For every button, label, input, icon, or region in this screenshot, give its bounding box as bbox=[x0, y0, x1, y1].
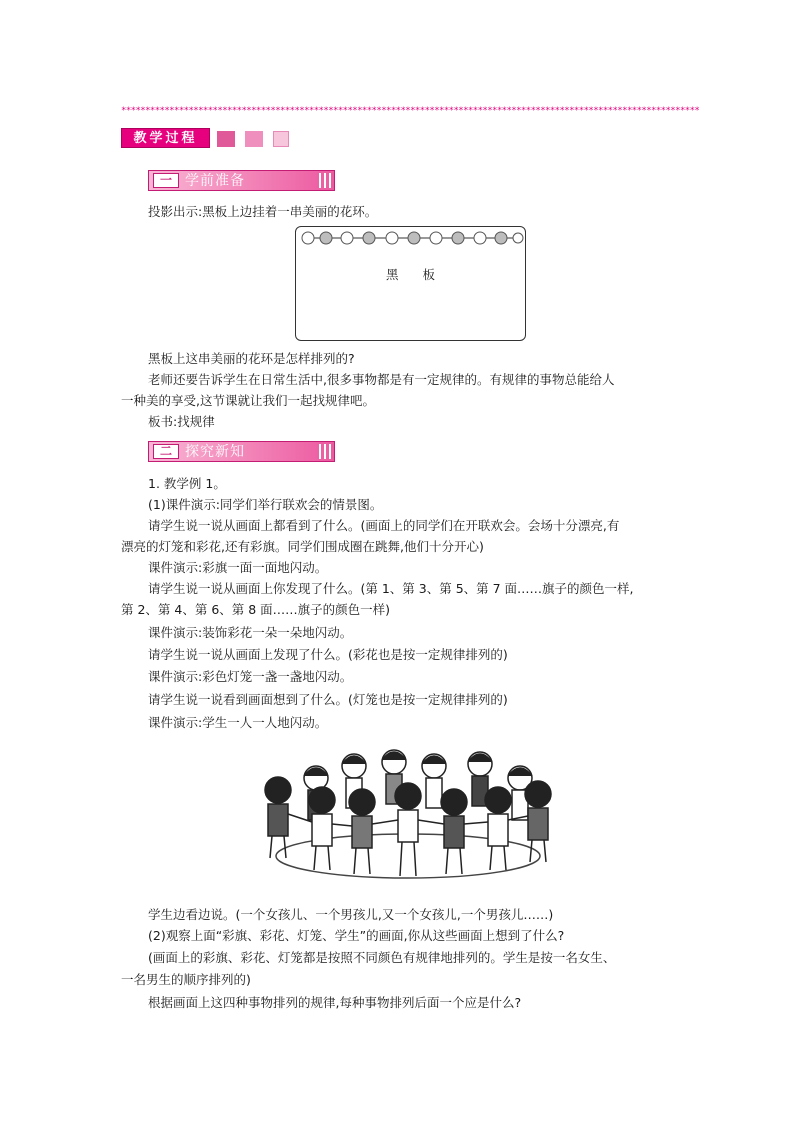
decor-square-3 bbox=[273, 131, 289, 147]
paragraph: 课件演示:彩色灯笼一盏一盏地闪动。 bbox=[148, 669, 353, 684]
garland-flower bbox=[513, 233, 523, 243]
paragraph: 投影出示:黑板上边挂着一串美丽的花环。 bbox=[148, 204, 378, 219]
children-dancing-illustration bbox=[258, 738, 558, 888]
section-title: 学前准备 bbox=[185, 173, 245, 189]
paragraph: (1)课件演示:同学们举行联欢会的情景图。 bbox=[148, 497, 383, 512]
paragraph: 板书:找规律 bbox=[148, 414, 215, 429]
section-bars bbox=[319, 444, 331, 459]
paragraph: (画面上的彩旗、彩花、灯笼都是按照不同颜色有规律地排列的。学生是按一名女生、 bbox=[148, 950, 616, 965]
blackboard-label: 黑板 bbox=[385, 267, 459, 282]
decor-square-1 bbox=[217, 131, 235, 147]
section-number: 一 bbox=[153, 173, 179, 188]
garland-flower bbox=[430, 232, 442, 244]
garland-flower bbox=[474, 232, 486, 244]
garland-flower bbox=[408, 232, 420, 244]
paragraph: 根据画面上这四种事物排列的规律,每种事物排列后面一个应是什么? bbox=[148, 995, 522, 1010]
section-heading-2 bbox=[148, 441, 335, 462]
blackboard-figure bbox=[295, 226, 526, 341]
paragraph: 课件演示:彩旗一面一面地闪动。 bbox=[148, 560, 328, 575]
paragraph: 请学生说一说从画面上都看到了什么。(画面上的同学们在开联欢会。会场十分漂亮,有 bbox=[148, 518, 620, 533]
decorative-star-border: ************************************************************************************************************************ bbox=[121, 106, 700, 116]
garland-flower bbox=[363, 232, 375, 244]
section-bars bbox=[319, 173, 331, 188]
garland-flower bbox=[386, 232, 398, 244]
paragraph: 黑板上这串美丽的花环是怎样排列的? bbox=[148, 351, 355, 366]
paragraph: 一种美的享受,这节课就让我们一起找规律吧。 bbox=[121, 393, 375, 408]
garland bbox=[296, 227, 527, 267]
paragraph: (2)观察上面“彩旗、彩花、灯笼、学生”的画面,你从这些画面上想到了什么? bbox=[148, 928, 565, 943]
garland-flower bbox=[320, 232, 332, 244]
garland-flower bbox=[302, 232, 314, 244]
paragraph: 第 2、第 4、第 6、第 8 面……旗子的颜色一样) bbox=[121, 602, 391, 617]
paragraph: 请学生说一说看到画面想到了什么。(灯笼也是按一定规律排列的) bbox=[148, 692, 508, 707]
paragraph: 一名男生的顺序排列的) bbox=[121, 972, 251, 987]
garland-flower bbox=[452, 232, 464, 244]
paragraph: 1. 教学例 1。 bbox=[148, 476, 226, 491]
section-heading-1 bbox=[148, 170, 335, 191]
garland-flower bbox=[341, 232, 353, 244]
paragraph: 课件演示:学生一人一人地闪动。 bbox=[148, 715, 328, 730]
paragraph: 请学生说一说从画面上发现了什么。(彩花也是按一定规律排列的) bbox=[148, 647, 508, 662]
paragraph: 课件演示:装饰彩花一朵一朵地闪动。 bbox=[148, 625, 353, 640]
teaching-process-label: 教学过程 bbox=[121, 128, 210, 148]
garland-flower bbox=[495, 232, 507, 244]
paragraph: 请学生说一说从画面上你发现了什么。(第 1、第 3、第 5、第 7 面……旗子的颜色一样, bbox=[148, 581, 634, 596]
paragraph: 学生边看边说。(一个女孩儿、一个男孩儿,又一个女孩儿,一个男孩儿……) bbox=[148, 907, 554, 922]
paragraph: 老师还要告诉学生在日常生活中,很多事物都是有一定规律的。有规律的事物总能给人 bbox=[148, 372, 615, 387]
paragraph: 漂亮的灯笼和彩花,还有彩旗。同学们围成圈在跳舞,他们十分开心) bbox=[121, 539, 484, 554]
section-title: 探究新知 bbox=[185, 444, 245, 460]
decor-square-2 bbox=[245, 131, 263, 147]
section-number: 二 bbox=[153, 444, 179, 459]
